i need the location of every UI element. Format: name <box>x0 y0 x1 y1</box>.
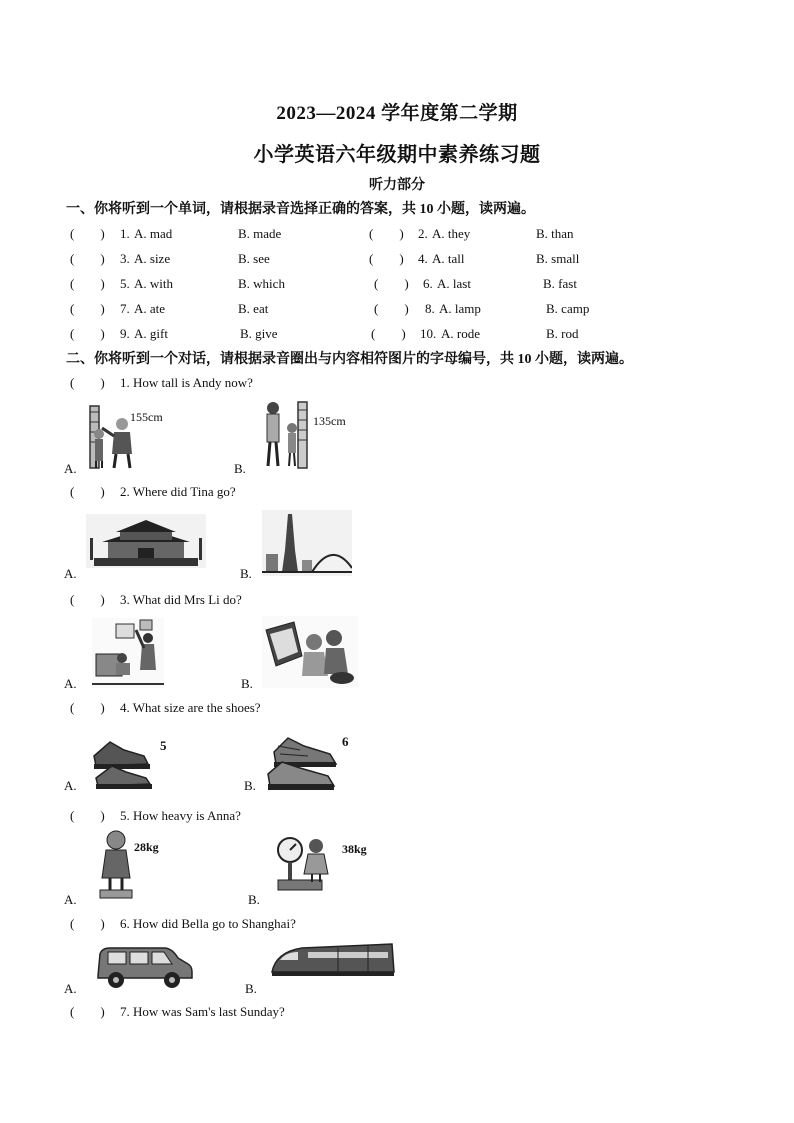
item-number: 9. <box>120 326 130 341</box>
answer-blank[interactable]: ( ) <box>70 1004 105 1019</box>
option-a: A. mad <box>134 226 173 241</box>
option-a: A. tall <box>432 251 465 266</box>
option-b: B. give <box>240 326 278 341</box>
answer-blank[interactable]: ( ) <box>369 251 404 266</box>
shoe-size-b: 6 <box>342 734 349 749</box>
option-b: B. which <box>238 276 285 291</box>
question-text: 7. How was Sam's last Sunday? <box>120 1004 285 1019</box>
item-number: 5. <box>120 276 130 291</box>
answer-blank[interactable]: ( ) <box>371 326 406 341</box>
choice-label-b[interactable]: B. <box>240 566 252 581</box>
option-a: A. last <box>437 276 471 291</box>
question-text: 1. How tall is Andy now? <box>120 375 253 390</box>
item-number: 8. <box>425 301 435 316</box>
kids-playing-image-b[interactable] <box>262 616 358 688</box>
answer-blank[interactable]: ( ) <box>70 484 105 499</box>
answer-blank[interactable]: ( ) <box>70 700 105 715</box>
question-text: 2. Where did Tina go? <box>120 484 236 499</box>
section1-instruction: 一、你将听到一个单词，请根据录音选择正确的答案，共 10 小题，读两遍。 <box>66 202 535 217</box>
answer-blank[interactable]: ( ) <box>374 301 409 316</box>
answer-blank[interactable]: ( ) <box>70 276 105 291</box>
option-b: B. than <box>536 226 574 241</box>
choice-label-b[interactable]: B. <box>248 892 260 907</box>
train-image-b[interactable] <box>268 938 398 986</box>
answer-blank[interactable]: ( ) <box>369 226 404 241</box>
shoes-image-a[interactable] <box>90 732 154 790</box>
option-b: B. rod <box>546 326 579 341</box>
answer-blank[interactable]: ( ) <box>70 301 105 316</box>
choice-label-b[interactable]: B. <box>244 778 256 793</box>
item-number: 6. <box>423 276 433 291</box>
question-text: 3. What did Mrs Li do? <box>120 592 242 607</box>
car-image-a[interactable] <box>92 942 196 992</box>
choice-label-b[interactable]: B. <box>245 981 257 996</box>
answer-blank[interactable]: ( ) <box>374 276 409 291</box>
shoes-image-b[interactable] <box>264 734 344 794</box>
height-label-b: 135cm <box>313 414 346 428</box>
year-title: 2023—2024 学年度第二学期 <box>276 103 518 124</box>
choice-label-a[interactable]: A. <box>64 981 77 996</box>
item-number: 2. <box>418 226 428 241</box>
answer-blank[interactable]: ( ) <box>70 375 105 390</box>
height-chart-image-b[interactable] <box>258 396 318 470</box>
option-a: A. size <box>134 251 171 266</box>
painting-room-image-a[interactable] <box>92 618 164 688</box>
item-number: 10. <box>420 326 437 341</box>
answer-blank[interactable]: ( ) <box>70 808 105 823</box>
answer-blank[interactable]: ( ) <box>70 226 105 241</box>
item-number: 1. <box>120 226 130 241</box>
option-a: A. lamp <box>439 301 481 316</box>
option-a: A. rode <box>441 326 480 341</box>
answer-blank[interactable]: ( ) <box>70 251 105 266</box>
question-text: 6. How did Bella go to Shanghai? <box>120 916 296 931</box>
choice-label-a[interactable]: A. <box>64 676 77 691</box>
guangzhou-tower-image-b[interactable] <box>262 510 352 576</box>
question-text: 4. What size are the shoes? <box>120 700 261 715</box>
choice-label-a[interactable]: A. <box>64 778 77 793</box>
option-b: B. fast <box>543 276 577 291</box>
question-text: 5. How heavy is Anna? <box>120 808 241 823</box>
option-a: A. with <box>134 276 173 291</box>
weight-label-a: 28kg <box>134 840 159 854</box>
shoe-size-a: 5 <box>160 738 167 753</box>
item-number: 3. <box>120 251 130 266</box>
choice-label-a[interactable]: A. <box>64 892 77 907</box>
answer-blank[interactable]: ( ) <box>70 592 105 607</box>
option-a: A. ate <box>134 301 166 316</box>
option-a: A. gift <box>134 326 168 341</box>
option-b: B. camp <box>546 301 590 316</box>
answer-blank[interactable]: ( ) <box>70 916 105 931</box>
answer-blank[interactable]: ( ) <box>70 326 105 341</box>
option-b: B. eat <box>238 301 269 316</box>
item-number: 7. <box>120 301 130 316</box>
girl-scale-image-a[interactable] <box>96 828 136 900</box>
section2-instruction: 二、你将听到一个对话，请根据录音圈出与内容相符图片的字母编号，共 10 小题，读两遍。 <box>66 352 633 367</box>
height-label-a: 155cm <box>130 410 163 424</box>
choice-label-b[interactable]: B. <box>241 676 253 691</box>
part-label: 听力部分 <box>369 178 425 193</box>
item-number: 4. <box>418 251 428 266</box>
choice-label-a[interactable]: A. <box>64 461 77 476</box>
option-b: B. made <box>238 226 282 241</box>
option-b: B. see <box>238 251 270 266</box>
page-title: 小学英语六年级期中素养练习题 <box>253 144 541 166</box>
option-b: B. small <box>536 251 580 266</box>
weight-label-b: 38kg <box>342 842 367 856</box>
choice-label-b[interactable]: B. <box>234 461 246 476</box>
choice-label-a[interactable]: A. <box>64 566 77 581</box>
option-a: A. they <box>432 226 471 241</box>
tiananmen-image-a[interactable] <box>86 514 206 568</box>
girl-scale-image-b[interactable] <box>272 832 340 894</box>
